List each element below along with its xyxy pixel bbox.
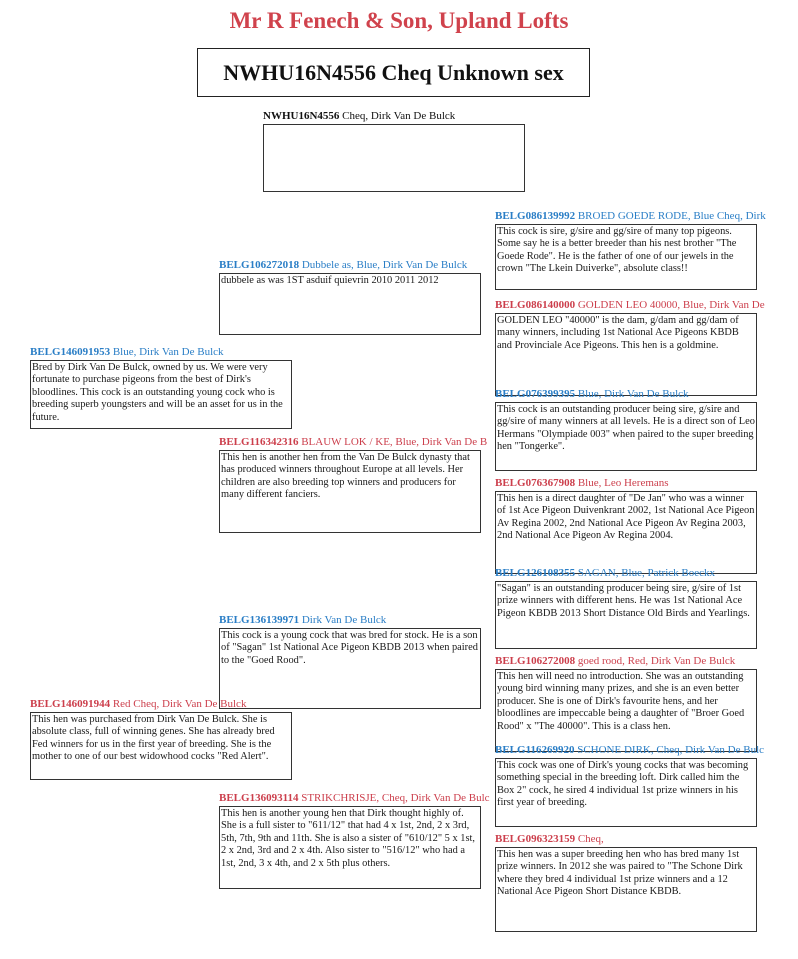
sire-dam-sire-notes-box: This cock is an outstanding producer being sire, g/sire and gg/sire of many winners at all levels. He is a direct son of Leo Hermans "Olympiade 003" when paired to the super breeding hen "Tongerke". [495,402,757,471]
ring-number: BELG106272018 [219,259,300,271]
sire-sire-notes-box: dubbele as was 1ST asduif quievrin 2010 2011 2012 [219,273,481,335]
sire-notes-box: Bred by Dirk Van De Bulck, owned by us. We were very fortunate to purchase pigeons from the best of Dirk's bloodlines. This cock is an outstanding young cock who is breeding superb youngsters and will be an asset for us in the future. [30,360,292,429]
ring-number: BELG146091944 [30,698,111,710]
sire-sire-dam-notes-box: GOLDEN LEO "40000" is the dam, g/dam and gg/dam of many winners, including 1st National Ace Pigeons KBDB and Provinciale Ace Pigeons. This hen is a goldmine. [495,313,757,396]
dam-dam-notes-box: This hen is another young hen that Dirk thought highly of. She is a full sister to "611/12" that had 4 x 1st, 2nd, 2 x 3rd, 5th, 7th, 9th and 11th. She is also a sister of "610/12" 5 x 1st, 2 x 2nd, 3rd and 2 x 4th. Also sister to "516/12" who had a 1st, 2nd, 3 x 4th, and 2 x 5th plus others. [219,806,481,889]
bird-details: Cheq, [577,833,604,845]
dam-sire-dam-notes-box: This hen will need no introduction. She was an outstanding young bird winning many prizes, and she is an even better producer. She is one of Dirk's favourite hens, and her bloodlines are impeccable being a daughter of "Broer Goed Rood" x "The 40000". This is a class hen. [495,669,757,752]
dam-sire-label [219,614,493,626]
ring-number: BELG136093114 [219,792,299,804]
ring-number: BELG116342316 [219,436,299,448]
subject-notes-box [263,124,525,192]
bird-details: BLAUW LOK / KE, Blue, Dirk Van De B [301,436,488,448]
ring-number: BELG106272008 [495,655,576,667]
bird-details: GOLDEN LEO 40000, Blue, Dirk Van De [577,299,765,311]
dam-dam-dam-notes-box: This hen was a super breeding hen who has bred many 1st prize winners. In 2012 she was paired to "The Schone Dirk where they bred 4 individual 1st prize winners and a 12 National Ace Pigeon Short Distance KBDB. [495,847,757,932]
bird-details: Red Cheq, Dirk Van De Bulck [112,698,247,710]
dam-dam-sire-notes-box: This cock was one of Dirk's young cocks that was becoming something special in the breeding loft. Dirk called him the Box 2" cock, he sired 4 individual 1st prize winners in his first year of breeding. [495,758,757,827]
bird-details: goed rood, Red, Dirk Van De Bulck [577,655,736,667]
sire-label [30,346,304,358]
ring-number: BELG136139971 [219,614,300,626]
sire-dam-dam-label [495,477,769,489]
bird-details: Blue, Leo Heremans [577,477,669,489]
subject-details: Cheq, Dirk Van De Bulck [342,110,456,122]
ring-number: BELG086140000 [495,299,576,311]
sire-sire-label [219,259,493,271]
bird-details: SCHONE DIRK, Cheq, Dirk Van De Bulc [577,744,765,756]
sire-sire-dam-label [495,299,769,311]
subject-label [263,110,455,122]
ring-number: BELG126108355 [495,567,576,579]
ring-number: BELG116269920 [495,744,575,756]
loft-title: Mr R Fenech & Son, Upland Lofts [229,8,569,33]
dam-sire-dam-label [495,655,769,667]
subject-ring: NWHU16N4556 [263,110,340,122]
dam-sire-sire-label [495,567,769,579]
dam-dam-dam-label [495,833,769,845]
bird-details: SAGAN, Blue, Patrick Boeckx [577,567,716,579]
bird-details: Dirk Van De Bulck [301,614,387,626]
sire-dam-label [219,436,493,448]
dam-dam-label [219,792,493,804]
ring-number: BELG096323159 [495,833,576,845]
bird-details: Blue, Dirk Van De Bulck [112,346,224,358]
ring-number: BELG076399395 [495,388,576,400]
bird-details: Dubbele as, Blue, Dirk Van De Bulck [301,259,468,271]
ring-number: BELG086139992 [495,210,576,222]
sire-dam-sire-label [495,388,769,400]
dam-sire-sire-notes-box: "Sagan" is an outstanding producer being sire, g/sire of 1st prize winners with different hens. He was 1st National Ace Pigeon KBDB 2013 Short Distance Old Birds and Yearlings. [495,581,757,649]
dam-sire-notes-box: This cock is a young cock that was bred for stock. He is a son of "Sagan" 1st National Ace Pigeon KBDB 2013 when paired to the "Goed Rood". [219,628,481,709]
bird-heading: NWHU16N4556 Cheq Unknown sex [197,48,590,97]
ring-number: BELG146091953 [30,346,111,358]
sire-sire-sire-notes-box: This cock is sire, g/sire and gg/sire of many top pigeons. Some say he is a better breeder than his nest brother "The Goede Rode". He is the father of one of our jewels in the crown "The Lkein Duiverke", absolute class!! [495,224,757,290]
ring-number: BELG076367908 [495,477,576,489]
bird-details: STRIKCHRISJE, Cheq, Dirk Van De Bulc [301,792,490,804]
sire-dam-dam-notes-box: This hen is a direct daughter of "De Jan" who was a winner of 1st Ace Pigeon Duivenkrant 2002, 1st National Ace Pigeon Av Regina 2002, 2nd National Ace Pigeon Av Regina 2003, 2nd National Ace Pigeon Av Regina 2004. [495,491,757,574]
sire-dam-notes-box: This hen is another hen from the Van De Bulck dynasty that has produced winners throughout Europe at all levels. Her children are also breeding top winners and producers for many different fanciers. [219,450,481,533]
bird-details: Blue, Dirk Van De Bulck [577,388,689,400]
dam-notes-box: This hen was purchased from Dirk Van De Bulck. She is absolute class, full of winning genes. She has already bred Fed winners for us in the first year of breeding. She is the mother to one of our best widowhood cocks "Red Alert". [30,712,292,780]
bird-details: BROED GOEDE RODE, Blue Cheq, Dirk [577,210,766,222]
sire-sire-sire-label [495,210,769,222]
dam-dam-sire-label [495,744,769,756]
